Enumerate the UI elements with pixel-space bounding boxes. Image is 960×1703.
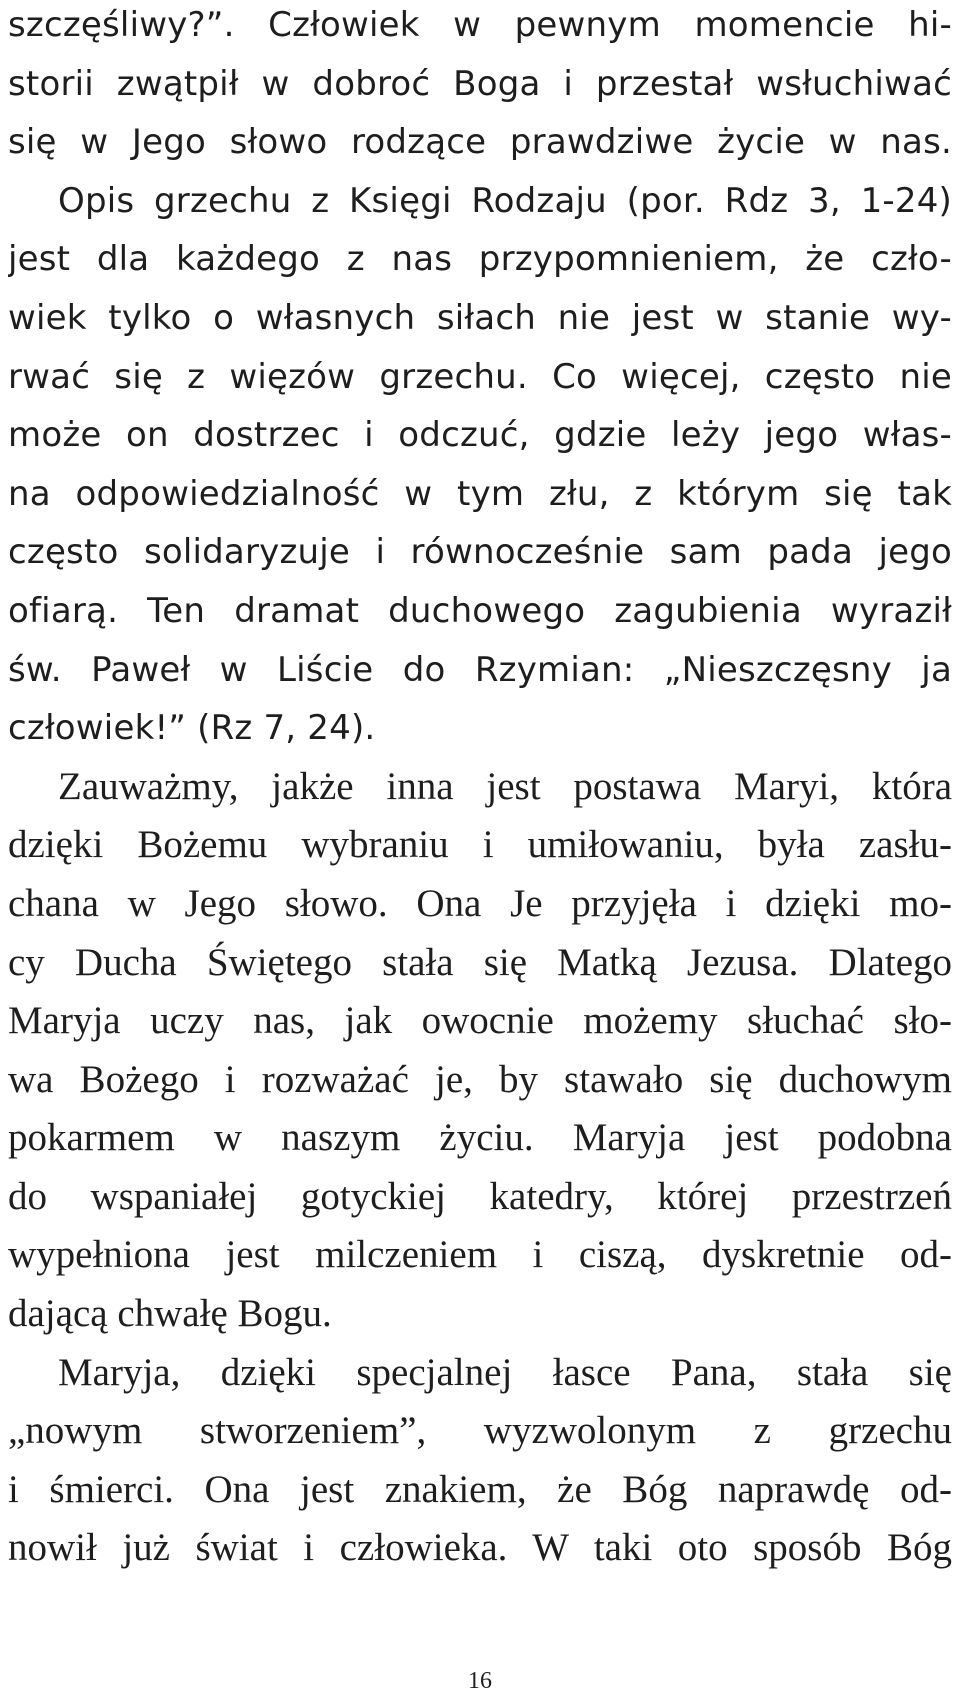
text-line: na odpowiedzialność w tym złu, z którym się tak [8,473,952,514]
text-line: się w Jego słowo rodzące prawdziwe życie w nas. [8,122,952,163]
text-line: wa Bożego i rozważać je, by stawało się duchowym [8,1057,952,1101]
text-line: do wspaniałej gotyckiej katedry, której przestrzeń [8,1174,952,1218]
text-line: Maryja uczy nas, jak owocnie możemy słuchać sło- [8,999,952,1043]
text-line: dzięki Bożemu wybraniu i umiłowaniu, była zasłu- [8,823,952,867]
text-line: rwać się z więzów grzechu. Co więcej, często nie [8,356,952,397]
text-line: człowiek!” (Rz 7, 24). [8,708,376,749]
text-line: cy Ducha Świętego stała się Matką Jezusa. Dlatego [8,940,952,984]
text-line: Maryja, dzięki specjalnej łasce Pana, stała się [58,1350,952,1394]
text-line: ofiarą. Ten dramat duchowego zagubienia wyraził [8,590,952,631]
text-line: może on dostrzec i odczuć, gdzie leży jego włas- [8,415,952,456]
text-line: często solidaryzuje i równocześnie sam pada jego [8,532,952,573]
text-line: i śmierci. Ona jest znakiem, że Bóg naprawdę od- [8,1467,952,1511]
text-line: dającą chwałę Bogu. [8,1292,332,1336]
text-line: chana w Jego słowo. Ona Je przyjęła i dzięki mo- [8,881,952,925]
text-line: storii zwątpił w dobroć Boga i przestał wsłuchiwać [8,63,952,104]
text-line: szczęśliwy?”. Człowiek w pewnym momencie hi- [8,5,952,45]
text-line: jest dla każdego z nas przypomnieniem, że czło- [8,239,952,280]
text-line: nowił już świat i człowieka. W taki oto sposób Bóg [8,1526,952,1570]
text-line: Zauważmy, jakże inna jest postawa Maryi, która [58,764,952,808]
text-line: „nowym stworzeniem”, wyzwolonym z grzechu [8,1409,952,1453]
text-line: pokarmem w naszym życiu. Maryja jest podobna [8,1116,952,1160]
text-line: Opis grzechu z Księgi Rodzaju (por. Rdz 3, 1-24) [58,180,952,221]
text-line: wiek tylko o własnych siłach nie jest w stanie wy- [8,297,952,338]
text-line: wypełniona jest milczeniem i ciszą, dyskretnie od- [8,1233,952,1277]
text-line: św. Paweł w Liście do Rzymian: „Nieszczęsny ja [8,649,952,690]
body-text [8,0,952,1578]
page-number: 16 [468,1668,492,1694]
